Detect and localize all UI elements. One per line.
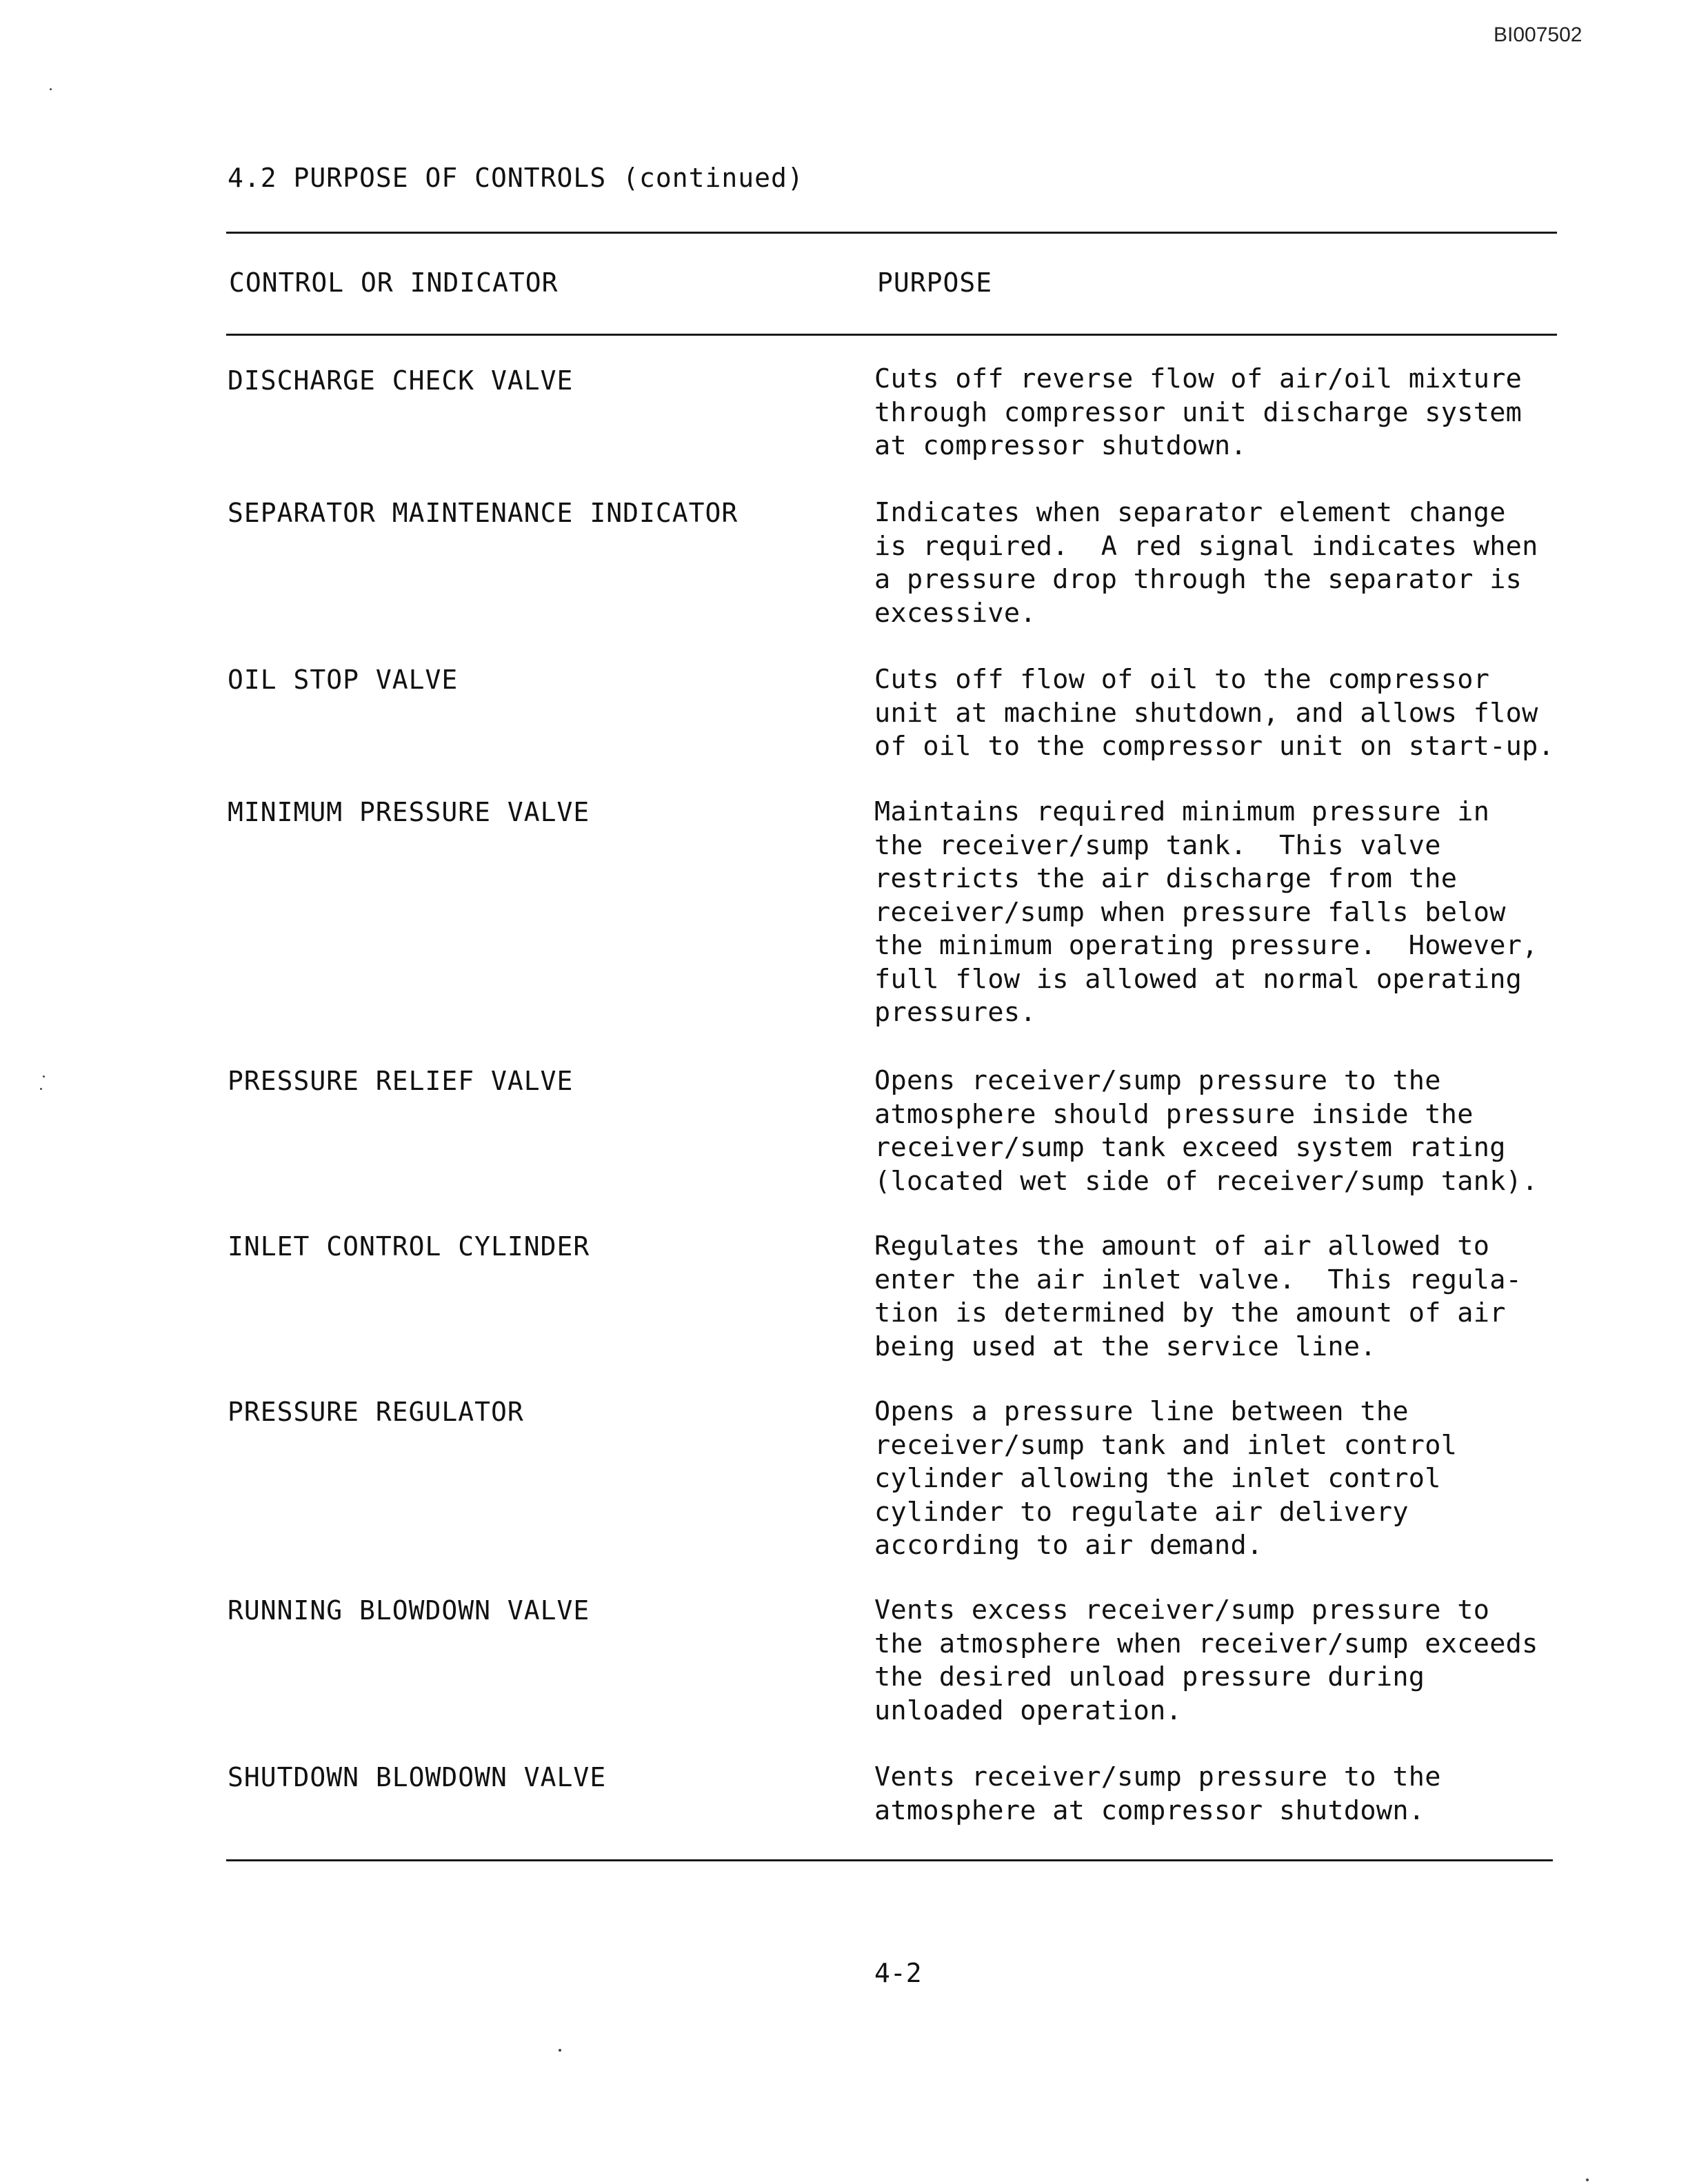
table-row-control: OIL STOP VALVE bbox=[228, 665, 459, 695]
table-row-purpose: Opens receiver/sump pressure to the atmosphere should pressure inside the receiver/sump tank exceed system rating (located wet side of receiver/sump tank). bbox=[874, 1065, 1538, 1197]
table-row-purpose: Indicates when separator element change is required. A red signal indicates when a pressure drop through the separator is excessive. bbox=[874, 497, 1538, 629]
page-number: 4-2 bbox=[874, 1958, 922, 1988]
table-row-purpose: Cuts off reverse flow of air/oil mixture through compressor unit discharge system at compressor shutdown. bbox=[874, 363, 1523, 461]
table-top-rule bbox=[226, 232, 1557, 234]
table-row-control: SEPARATOR MAINTENANCE INDICATOR bbox=[228, 498, 738, 528]
scan-speck bbox=[40, 1088, 42, 1090]
table-row-purpose: Vents excess receiver/sump pressure to the atmosphere when receiver/sump exceeds the desired unload pressure during unloaded operation. bbox=[874, 1595, 1538, 1726]
table-row-control: PRESSURE RELIEF VALVE bbox=[228, 1066, 574, 1096]
table-row-control: RUNNING BLOWDOWN VALVE bbox=[228, 1595, 590, 1626]
scan-speck bbox=[559, 2049, 561, 2052]
column-header-control: CONTROL OR INDICATOR bbox=[229, 267, 559, 298]
table-row-purpose: Maintains required minimum pressure in the receiver/sump tank. This valve restricts the air discharge from the receiver/sump when pressure falls below the minimum operating pressure. However, full flow is allowed at normal operating pressures. bbox=[874, 796, 1538, 1028]
table-bottom-rule bbox=[226, 1859, 1553, 1861]
scan-speck bbox=[43, 1075, 45, 1078]
table-row-control: MINIMUM PRESSURE VALVE bbox=[228, 797, 590, 827]
scan-speck bbox=[1586, 2178, 1589, 2181]
section-heading: 4.2 PURPOSE OF CONTROLS (continued) bbox=[228, 163, 804, 193]
table-row-purpose: Cuts off flow of oil to the compressor unit at machine shutdown, and allows flow of oil to the compressor unit on start-up. bbox=[874, 664, 1555, 762]
table-row-purpose: Vents receiver/sump pressure to the atmosphere at compressor shutdown. bbox=[874, 1761, 1441, 1826]
table-row-purpose: Opens a pressure line between the receiver/sump tank and inlet control cylinder allowing the inlet control cylinder to regulate air delivery according to air demand. bbox=[874, 1396, 1458, 1561]
scan-speck bbox=[50, 88, 52, 90]
table-row-control: INLET CONTROL CYLINDER bbox=[228, 1231, 590, 1262]
column-header-purpose: PURPOSE bbox=[877, 267, 993, 298]
table-row-control: PRESSURE REGULATOR bbox=[228, 1397, 524, 1427]
document-id: BI007502 bbox=[1494, 23, 1582, 46]
table-row-control: DISCHARGE CHECK VALVE bbox=[228, 365, 574, 396]
table-row-control: SHUTDOWN BLOWDOWN VALVE bbox=[228, 1762, 607, 1792]
table-row-purpose: Regulates the amount of air allowed to enter the air inlet valve. This regula- tion is determined by the amount of air being used at the service line. bbox=[874, 1231, 1523, 1362]
table-header-rule bbox=[226, 334, 1557, 336]
